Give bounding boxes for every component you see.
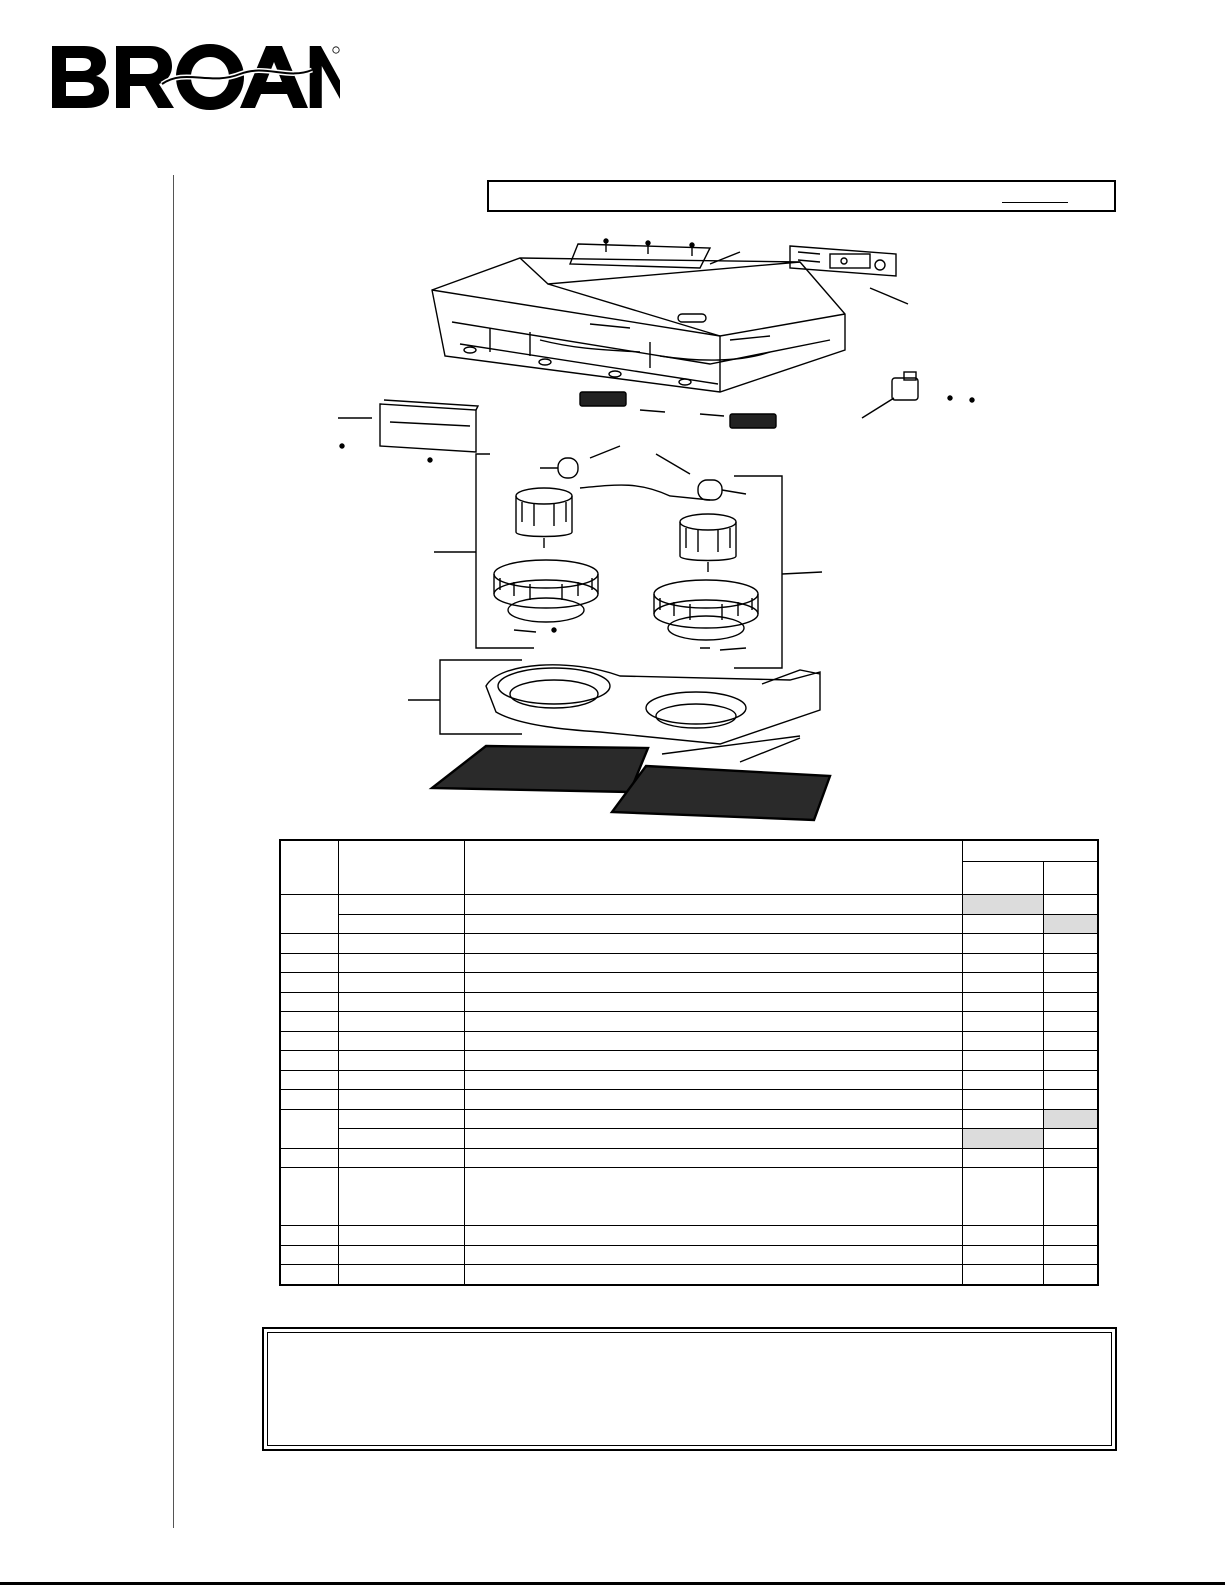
cell-description	[464, 1148, 962, 1168]
col-part-no	[339, 840, 465, 895]
cell-part-no	[339, 1031, 465, 1051]
model-number-box	[487, 180, 1116, 212]
cell-description	[464, 914, 962, 934]
notice-box	[262, 1327, 1117, 1451]
cell-model-b	[1043, 934, 1098, 954]
table-row	[280, 1245, 1098, 1265]
model-number-underline	[1002, 202, 1068, 203]
cell-description	[464, 1012, 962, 1032]
table-row	[280, 1051, 1098, 1071]
table-header-row	[280, 840, 1098, 862]
cell-key-no	[280, 1226, 339, 1246]
cell-model-b	[1043, 1226, 1098, 1246]
col-key-no	[280, 840, 339, 895]
duct-connector-box	[338, 400, 478, 462]
cell-key-no	[280, 934, 339, 954]
cell-model-a	[962, 914, 1043, 934]
cell-model-a	[962, 1012, 1043, 1032]
table-row	[280, 973, 1098, 993]
cell-key-no	[280, 1070, 339, 1090]
col-description	[464, 840, 962, 895]
cell-model-a	[962, 973, 1043, 993]
table-row	[280, 1109, 1098, 1129]
cell-model-a	[962, 992, 1043, 1012]
cell-key-no	[280, 1012, 339, 1032]
cell-description	[464, 1129, 962, 1149]
cell-model-a	[962, 1265, 1043, 1285]
cell-part-no	[339, 934, 465, 954]
cell-part-no	[339, 1245, 465, 1265]
broan-logo	[50, 44, 340, 110]
cell-model-b	[1043, 914, 1098, 934]
cell-key-no	[280, 1090, 339, 1110]
light-lenses	[580, 392, 776, 428]
table-row	[280, 1012, 1098, 1032]
table-row	[280, 1090, 1098, 1110]
cell-key-no	[280, 992, 339, 1012]
motor-assembly-right	[656, 454, 746, 572]
cell-description	[464, 1051, 962, 1071]
cell-model-b	[1043, 953, 1098, 973]
cell-key-no	[280, 1051, 339, 1071]
blower-wheel-left	[494, 560, 598, 632]
blower-housing-plate	[486, 665, 820, 744]
bracket-left-assembly	[476, 454, 534, 648]
cell-model-a	[962, 1051, 1043, 1071]
table-row	[280, 895, 1098, 915]
table-row	[280, 1070, 1098, 1090]
range-hood-body	[432, 258, 845, 392]
cell-model-b	[1043, 1265, 1098, 1285]
cell-key-no	[280, 1148, 339, 1168]
cell-model-a	[962, 1070, 1043, 1090]
grease-filter-right	[612, 766, 830, 820]
col-model-a	[962, 862, 1043, 895]
table-row	[280, 1265, 1098, 1285]
cell-key-no	[280, 895, 339, 934]
cell-model-b	[1043, 1148, 1098, 1168]
table-row	[280, 1031, 1098, 1051]
cell-model-b	[1043, 1070, 1098, 1090]
col-model-b	[1043, 862, 1098, 895]
cell-model-a	[962, 1226, 1043, 1246]
cell-model-b	[1043, 1168, 1098, 1226]
cell-part-no	[339, 1012, 465, 1032]
cell-model-b	[1043, 1051, 1098, 1071]
cell-description	[464, 895, 962, 915]
cell-model-a	[962, 1109, 1043, 1129]
col-model-group	[962, 840, 1098, 862]
table-row	[280, 1129, 1098, 1149]
cell-description	[464, 1031, 962, 1051]
cell-key-no	[280, 973, 339, 993]
parts-list-body	[280, 895, 1098, 1285]
cell-description	[464, 1245, 962, 1265]
cell-description	[464, 1070, 962, 1090]
table-row	[280, 914, 1098, 934]
cell-description	[464, 953, 962, 973]
cell-description	[464, 1090, 962, 1110]
cell-description	[464, 1265, 962, 1285]
cell-part-no	[339, 1168, 465, 1226]
table-row	[280, 934, 1098, 954]
cell-description	[464, 1109, 962, 1129]
cell-model-a	[962, 1245, 1043, 1265]
cell-part-no	[339, 973, 465, 993]
cell-description	[464, 973, 962, 993]
exploded-parts-diagram	[300, 232, 1060, 832]
cell-model-b	[1043, 1031, 1098, 1051]
cell-part-no	[339, 1129, 465, 1149]
cell-description	[464, 1168, 962, 1226]
table-row	[280, 1148, 1098, 1168]
cell-part-no	[339, 895, 465, 915]
cell-model-a	[962, 1168, 1043, 1226]
cell-key-no	[280, 1265, 339, 1285]
cell-part-no	[339, 1109, 465, 1129]
table-row	[280, 992, 1098, 1012]
motor-assembly-left	[516, 446, 710, 548]
cell-description	[464, 1226, 962, 1246]
cell-key-no	[280, 1109, 339, 1148]
cell-model-b	[1043, 1109, 1098, 1129]
cell-model-a	[962, 1148, 1043, 1168]
grease-filter-left	[432, 746, 648, 792]
cell-description	[464, 934, 962, 954]
cell-model-a	[962, 1090, 1043, 1110]
cell-key-no	[280, 1168, 339, 1226]
table-row	[280, 953, 1098, 973]
cell-part-no	[339, 1090, 465, 1110]
cell-description	[464, 992, 962, 1012]
cell-model-b	[1043, 895, 1098, 915]
cell-key-no	[280, 1245, 339, 1265]
cell-part-no	[339, 1070, 465, 1090]
cell-model-a	[962, 953, 1043, 973]
cell-model-b	[1043, 1129, 1098, 1149]
table-row	[280, 1226, 1098, 1246]
page-margin-rule	[173, 175, 174, 1528]
cell-part-no	[339, 1051, 465, 1071]
light-socket	[862, 372, 974, 418]
cell-part-no	[339, 1265, 465, 1285]
cell-part-no	[339, 1226, 465, 1246]
table-row	[280, 1168, 1098, 1226]
cell-model-b	[1043, 992, 1098, 1012]
cell-model-b	[1043, 973, 1098, 993]
bracket-right-assembly	[734, 476, 782, 668]
cell-part-no	[339, 953, 465, 973]
cell-model-a	[962, 934, 1043, 954]
cell-key-no	[280, 953, 339, 973]
cell-part-no	[339, 1148, 465, 1168]
cell-model-b	[1043, 1245, 1098, 1265]
cell-part-no	[339, 992, 465, 1012]
blower-wheel-right	[654, 580, 758, 650]
cell-model-b	[1043, 1012, 1098, 1032]
cell-model-b	[1043, 1090, 1098, 1110]
cell-model-a	[962, 1031, 1043, 1051]
cell-model-a	[962, 895, 1043, 915]
cell-part-no	[339, 914, 465, 934]
cell-model-a	[962, 1129, 1043, 1149]
cell-key-no	[280, 1031, 339, 1051]
notice-box-inner	[267, 1332, 1112, 1446]
parts-list-table	[279, 839, 1099, 1286]
